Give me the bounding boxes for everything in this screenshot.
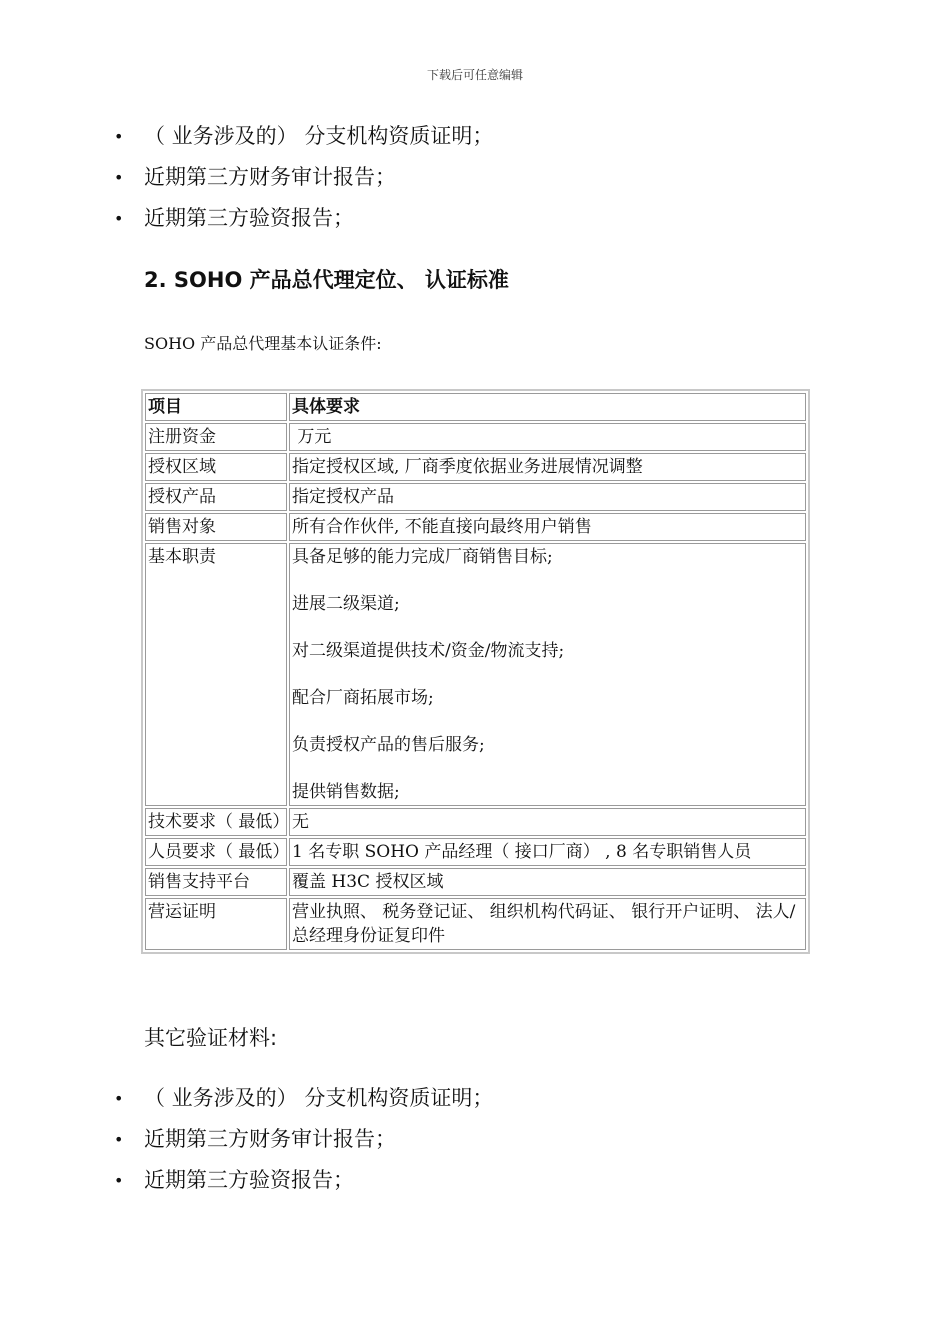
requirements-table (141, 389, 810, 954)
bullet-icon: • (114, 168, 124, 187)
list-item-text: 近期第三方财务审计报告； (144, 1127, 396, 1151)
bullet-icon: • (114, 1130, 124, 1149)
cell-requirement: 覆盖 H3C 授权区域 (289, 868, 806, 896)
table-row (145, 453, 806, 481)
duty-line: 提供销售数据; (292, 782, 400, 802)
cell-requirement: 所有合作伙伴, 不能直接向最终用户销售 (289, 513, 806, 541)
bullet-list-bottom (112, 1078, 493, 1201)
cell-item: 授权区域 (145, 453, 287, 481)
list-item (112, 157, 493, 198)
table-row (145, 543, 806, 806)
table-header-row (145, 393, 806, 421)
list-item-text: 近期第三方财务审计报告； (144, 165, 396, 189)
list-item (112, 198, 493, 239)
cell-item: 基本职责 (145, 543, 287, 806)
duty-line: 负责授权产品的售后服务; (292, 735, 485, 755)
cell-requirement: 万元 (289, 423, 806, 451)
table-row (145, 898, 806, 950)
list-item (112, 1078, 493, 1119)
cell-requirement: 无 (289, 808, 806, 836)
cell-item: 授权产品 (145, 483, 287, 511)
list-item (112, 1160, 493, 1201)
cell-requirement: 营业执照、 税务登记证、 组织机构代码证、 银行开户证明、 法人/总经理身份证复印件 (289, 898, 806, 950)
table-row (145, 423, 806, 451)
header-cell-requirement: 具体要求 (289, 393, 806, 421)
list-item (112, 1119, 493, 1160)
cell-duties (289, 543, 806, 806)
table-caption: SOHO 产品总代理基本认证条件: (144, 334, 382, 353)
bullet-icon: • (114, 1089, 124, 1108)
cell-requirement: 1 名专职 SOHO 产品经理（ 接口厂商） , 8 名专职销售人员 (289, 838, 806, 866)
table-row (145, 513, 806, 541)
table-row (145, 483, 806, 511)
bullet-icon: • (114, 1171, 124, 1190)
section-heading: 2. SOHO 产品总代理定位、 认证标准 (144, 268, 509, 292)
table-row (145, 808, 806, 836)
page-header-note: 下载后可任意编辑 (426, 68, 523, 82)
list-item-text: 近期第三方验资报告； (144, 1168, 354, 1192)
requirements-table-wrapper (141, 389, 810, 954)
duty-line: 进展二级渠道; (292, 594, 400, 614)
cell-item: 人员要求（ 最低） (145, 838, 287, 866)
bullet-icon: • (114, 209, 124, 228)
cell-requirement: 指定授权产品 (289, 483, 806, 511)
list-item-text: （ 业务涉及的） 分支机构资质证明； (144, 124, 494, 148)
cell-item: 销售对象 (145, 513, 287, 541)
cell-item: 技术要求（ 最低） (145, 808, 287, 836)
header-cell-item: 项目 (145, 393, 287, 421)
other-materials-caption: 其它验证材料: (144, 1026, 278, 1050)
cell-item: 注册资金 (145, 423, 287, 451)
table-row (145, 868, 806, 896)
list-item-text: 近期第三方验资报告； (144, 206, 354, 230)
cell-item: 销售支持平台 (145, 868, 287, 896)
duty-line: 具备足够的能力完成厂商销售目标; (292, 547, 553, 567)
list-item-text: （ 业务涉及的） 分支机构资质证明； (144, 1086, 494, 1110)
cell-requirement: 指定授权区域, 厂商季度依据业务进展情况调整 (289, 453, 806, 481)
bullet-list-top (112, 116, 493, 239)
table-row (145, 838, 806, 866)
cell-item: 营运证明 (145, 898, 287, 950)
duty-line: 配合厂商拓展市场; (292, 688, 434, 708)
list-item (112, 116, 493, 157)
bullet-icon: • (114, 127, 124, 146)
duty-line: 对二级渠道提供技术/资金/物流支持; (292, 641, 565, 661)
